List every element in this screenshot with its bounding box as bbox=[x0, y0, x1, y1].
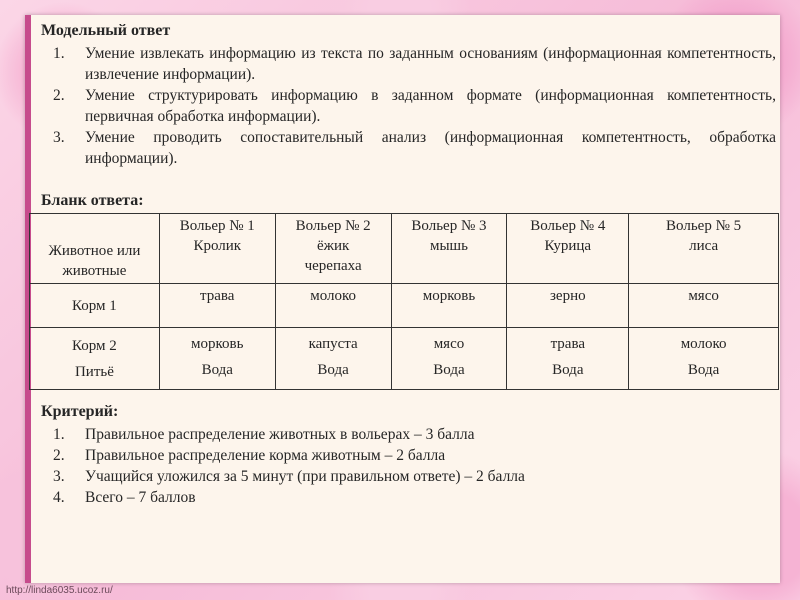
row-label bbox=[30, 328, 160, 390]
table-cell bbox=[391, 328, 507, 390]
cell-line: Курица bbox=[544, 238, 592, 254]
cell-line: Вольер № 1 bbox=[179, 218, 255, 234]
criteria-list bbox=[41, 424, 776, 508]
table-cell bbox=[507, 328, 629, 390]
cell-line: Кролик bbox=[193, 238, 242, 254]
table-header-cell bbox=[391, 214, 507, 284]
table-row bbox=[30, 284, 779, 328]
table-row bbox=[30, 328, 779, 390]
list-number: 2. bbox=[53, 447, 65, 464]
slide-card bbox=[25, 15, 780, 583]
cell-line: Вода bbox=[433, 362, 465, 378]
cell-line: капуста bbox=[308, 336, 358, 352]
table-header-row bbox=[30, 214, 779, 284]
table-header-cell bbox=[30, 214, 160, 284]
cell-line: ёжик bbox=[316, 238, 350, 254]
answer-table bbox=[29, 213, 779, 390]
cell-line: Вода bbox=[687, 362, 720, 378]
cell-line: лиса bbox=[689, 238, 719, 254]
cell-line: животные bbox=[62, 263, 127, 279]
table-cell: зерно bbox=[507, 284, 629, 328]
cell-line: Вода bbox=[317, 362, 349, 378]
source-url: http://linda6035.ucoz.ru/ bbox=[6, 585, 113, 596]
model-answer-title: Модельный ответ bbox=[41, 22, 171, 39]
table-header-cell bbox=[629, 214, 779, 284]
cell-line: Корм 2 bbox=[72, 338, 117, 354]
cell-line: мышь bbox=[429, 238, 468, 254]
list-text: Умение проводить сопоставительный анализ (информационная компетентность, обработка информации). bbox=[85, 129, 776, 167]
table-cell: морковь bbox=[391, 284, 507, 328]
cell-line: Вольер № 4 bbox=[530, 218, 606, 234]
cell-line: молоко bbox=[680, 336, 727, 352]
table-header-cell bbox=[507, 214, 629, 284]
criteria-title: Критерий: bbox=[41, 403, 119, 420]
list-number: 4. bbox=[53, 489, 65, 506]
list-item bbox=[41, 424, 776, 445]
cell-line: трава bbox=[550, 336, 586, 352]
list-number: 3. bbox=[53, 129, 65, 146]
list-item bbox=[41, 445, 776, 466]
cell-line: Вольер № 3 bbox=[411, 218, 487, 234]
cell-line: Вода bbox=[201, 362, 233, 378]
table-cell bbox=[629, 328, 779, 390]
answer-form-title: Бланк ответа: bbox=[41, 192, 144, 209]
cell-line: черепаха bbox=[304, 258, 362, 274]
list-item bbox=[41, 85, 776, 127]
list-item bbox=[41, 487, 776, 508]
list-number: 3. bbox=[53, 468, 65, 485]
model-answer-list bbox=[41, 43, 776, 169]
list-text: Умение структурировать информацию в заданном формате (информационная компетентность, первичная обработка информации). bbox=[85, 87, 776, 125]
list-item bbox=[41, 127, 776, 169]
list-number: 1. bbox=[53, 45, 65, 62]
table-cell: молоко bbox=[275, 284, 391, 328]
cell-line: Животное или bbox=[48, 243, 141, 259]
table-header-cell bbox=[159, 214, 275, 284]
cell-line: морковь bbox=[191, 336, 244, 352]
cell-line: Вольер № 2 bbox=[295, 218, 371, 234]
list-text: Правильное распределение корма животным – 2 балла bbox=[85, 447, 446, 464]
cell-line: Питьё bbox=[74, 364, 114, 380]
row-label: Корм 1 bbox=[30, 284, 160, 328]
table-cell: трава bbox=[159, 284, 275, 328]
list-item bbox=[41, 466, 776, 487]
cell-line: мясо bbox=[433, 336, 465, 352]
list-text: Правильное распределение животных в вольерах – 3 балла bbox=[85, 426, 475, 443]
list-text: Учащийся уложился за 5 минут (при правильном ответе) – 2 балла bbox=[85, 468, 525, 485]
list-item bbox=[41, 43, 776, 85]
cell-line: Вода bbox=[552, 362, 584, 378]
cell-line: Вольер № 5 bbox=[666, 218, 742, 234]
list-text: Всего – 7 баллов bbox=[85, 489, 196, 506]
list-text: Умение извлекать информацию из текста по заданным основаниям (информационная компетентность, извлечение информации). bbox=[85, 45, 776, 83]
table-cell: мясо bbox=[629, 284, 779, 328]
table-cell bbox=[275, 328, 391, 390]
list-number: 1. bbox=[53, 426, 65, 443]
table-cell bbox=[159, 328, 275, 390]
list-number: 2. bbox=[53, 87, 65, 104]
table-header-cell bbox=[275, 214, 391, 284]
slide-content bbox=[41, 21, 776, 508]
